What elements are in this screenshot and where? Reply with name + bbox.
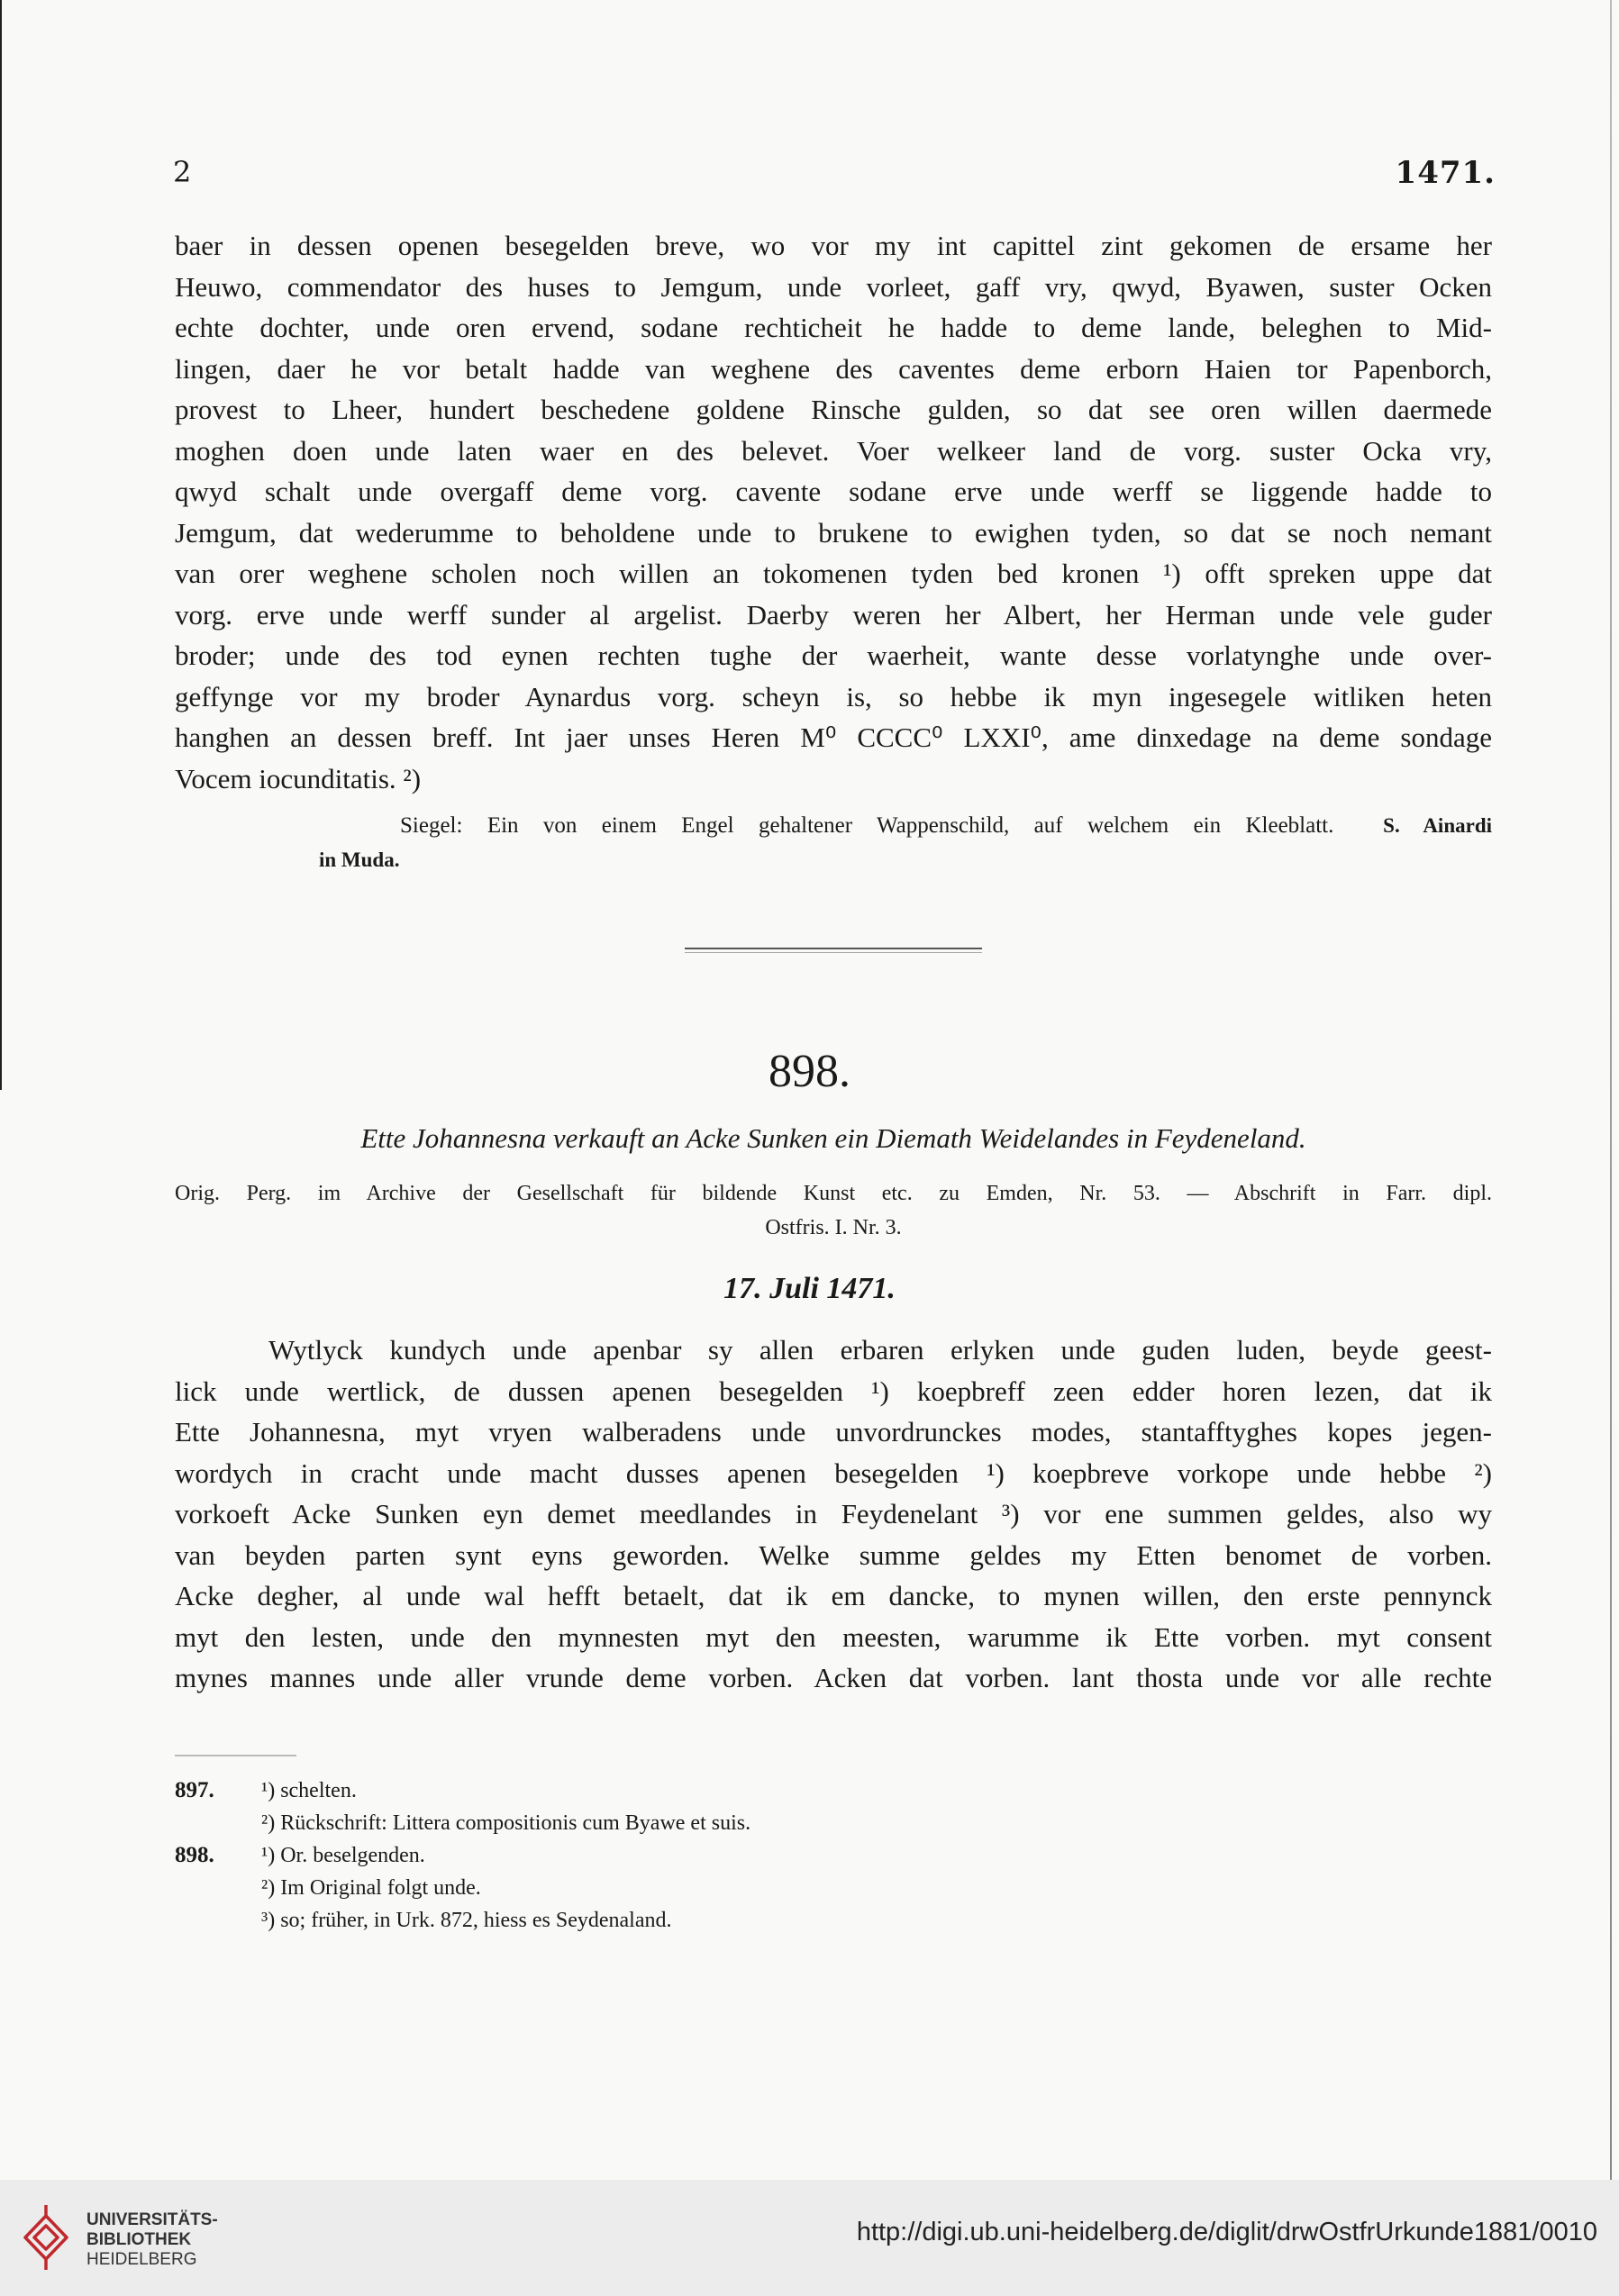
text-line: broder; unde des tod eynen rechten tughe der waerheit, wante desse vorlatynghe unde over-: [175, 640, 1492, 671]
text-line: hanghen an dessen breff. Int jaer unses Heren M⁰ CCCC⁰ LXXI⁰, ame dinxedage na deme sondage: [175, 721, 1492, 753]
footnote-text: ¹) Or. beselgenden.: [261, 1844, 425, 1867]
text-line: lingen, daer he vor betalt hadde van weghene des caventes deme erborn Haien tor Papenborch,: [175, 352, 1492, 385]
footnote-text: ²) Rückschrift: Littera compositionis cum Byawe et suis.: [261, 1811, 751, 1835]
text-line: wordych in cracht unde macht dusses apenen besegelden ¹) koepbreve vorkope unde hebbe ²): [175, 1457, 1492, 1489]
text-line: Acke degher, al unde wal hefft betaelt, dat ik em dancke, to mynen willen, den erste pennynck: [175, 1580, 1492, 1611]
source-line-1: Orig. Perg. im Archive der Gesellschaft für bildende Kunst etc. zu Emden, Nr. 53. — Abschrift in Farr. dipl.: [175, 1182, 1492, 1205]
text-line: provest to Lheer, hundert beschedene goldene Rinsche gulden, so dat see oren willen daermede: [175, 394, 1492, 425]
footnote-group: 898.: [175, 1843, 214, 1867]
viewer-footer: [0, 2180, 1619, 2296]
seal-line-1: Siegel: Ein von einem Engel gehaltener Wappenschild, auf welchem ein Kleeblatt. S. Ainardi: [400, 813, 1492, 838]
footnote: [175, 1774, 1076, 1807]
text-line: van orer weghene scholen noch willen an tokomenen tyden bed kronen ¹) offt spreken uppe dat: [175, 558, 1492, 589]
footnote: [175, 1904, 1076, 1937]
text-line: vorg. erve unde werff sunder al argelist. Daerby weren her Albert, her Herman unde vele guder: [175, 598, 1492, 631]
text-line: Ette Johannesna, myt vryen walberadens unde unvordrunckes modes, stantafftyghes kopes jegen-: [175, 1416, 1492, 1447]
text-line: echte dochter, unde oren ervend, sodane rechticheit he hadde to deme lande, beleghen to Mid-: [175, 312, 1492, 343]
footnote-rule: [175, 1755, 296, 1756]
footnote: [175, 1807, 1076, 1839]
text-line: vorkoeft Acke Sunken eyn demet meedlandes in Feydenelant ³) vor ene summen geldes, also wy: [175, 1498, 1492, 1529]
permalink-url[interactable]: http://digi.ub.uni-heidelberg.de/diglit/drwOstfrUrkunde1881/0010: [856, 2218, 1597, 2246]
text-line: lick unde wertlick, de dussen apenen besegelden ¹) koepbreff zeen edder horen lezen, dat ik: [175, 1375, 1492, 1407]
text-line: geffynge vor my broder Aynardus vorg. scheyn is, so hebbe ik myn ingesegele witliken heten: [175, 680, 1492, 712]
footnote: [175, 1872, 1076, 1904]
text-line: baer in dessen openen besegelden breve, wo vor my int capittel zint gekomen de ersame her: [175, 230, 1492, 261]
text-line: Jemgum, dat wederumme to beholdene unde to brukene to ewighen tyden, so dat se noch nemant: [175, 516, 1492, 549]
footnotes: [175, 1774, 1076, 1937]
text-line: van beyden parten synt eyns geworden. Welke summe geldes my Etten benomet de vorben.: [175, 1538, 1492, 1571]
text-line: myt den lesten, unde den mynnesten myt den meesten, warumme ik Ette vorben. myt consent: [175, 1620, 1492, 1653]
footnote-text: ¹) schelten.: [261, 1779, 357, 1802]
running-year: 1471.: [1395, 155, 1496, 191]
document-number: 898.: [769, 1046, 850, 1097]
text-line: Wytlyck kundych unde apenbar sy allen erbaren erlyken unde guden luden, beyde geest-: [268, 1334, 1492, 1366]
source-line-2: Ostfris. I. Nr. 3.: [765, 1216, 902, 1239]
footnote-text: ²) Im Original folgt unde.: [261, 1876, 481, 1900]
seal-line-2: in Muda.: [319, 849, 400, 871]
doc-898-text: [175, 1330, 1492, 1699]
text-line: moghen doen unde laten waer en des belevet. Voer welkeer land de vorg. suster Ocka vry,: [175, 434, 1492, 467]
text-line: Vocem iocunditatis. ²): [175, 762, 422, 794]
footnote-text: ³) so; früher, in Urk. 872, hiess es Seydenaland.: [261, 1909, 672, 1932]
library-name[interactable]: UNIVERSITÄTS- BIBLIOTHEK HEIDELBERG: [86, 2210, 218, 2269]
page-number: 2: [173, 155, 192, 189]
document-title: Ette Johannesna verkauft an Acke Sunken ein Diemath Weidelandes in Feydeneland.: [360, 1122, 1306, 1154]
page-edge-shadow: [0, 0, 2, 1090]
footnote-group: 897.: [175, 1778, 214, 1802]
doc-897-continuation: [175, 225, 1492, 799]
document-source: [175, 1176, 1492, 1245]
text-line: qwyd schalt unde overgaff deme vorg. cavente sodane erve unde werff se liggende hadde to: [175, 476, 1492, 507]
section-divider: [685, 948, 982, 953]
seal-description: [175, 809, 1492, 877]
footnote: [175, 1839, 1076, 1872]
text-line: Heuwo, commendator des huses to Jemgum, unde vorleet, gaff vry, qwyd, Byawen, suster Ocken: [175, 270, 1492, 303]
page-header: [173, 155, 1496, 191]
library-logo-icon[interactable]: [20, 2198, 72, 2275]
document-date: 17. Juli 1471.: [723, 1272, 896, 1305]
seal-inscription: S. Ainardi: [1383, 814, 1492, 837]
text-line: mynes mannes unde aller vrunde deme vorben. Acken dat vorben. lant thosta unde vor alle rechte: [175, 1662, 1492, 1693]
